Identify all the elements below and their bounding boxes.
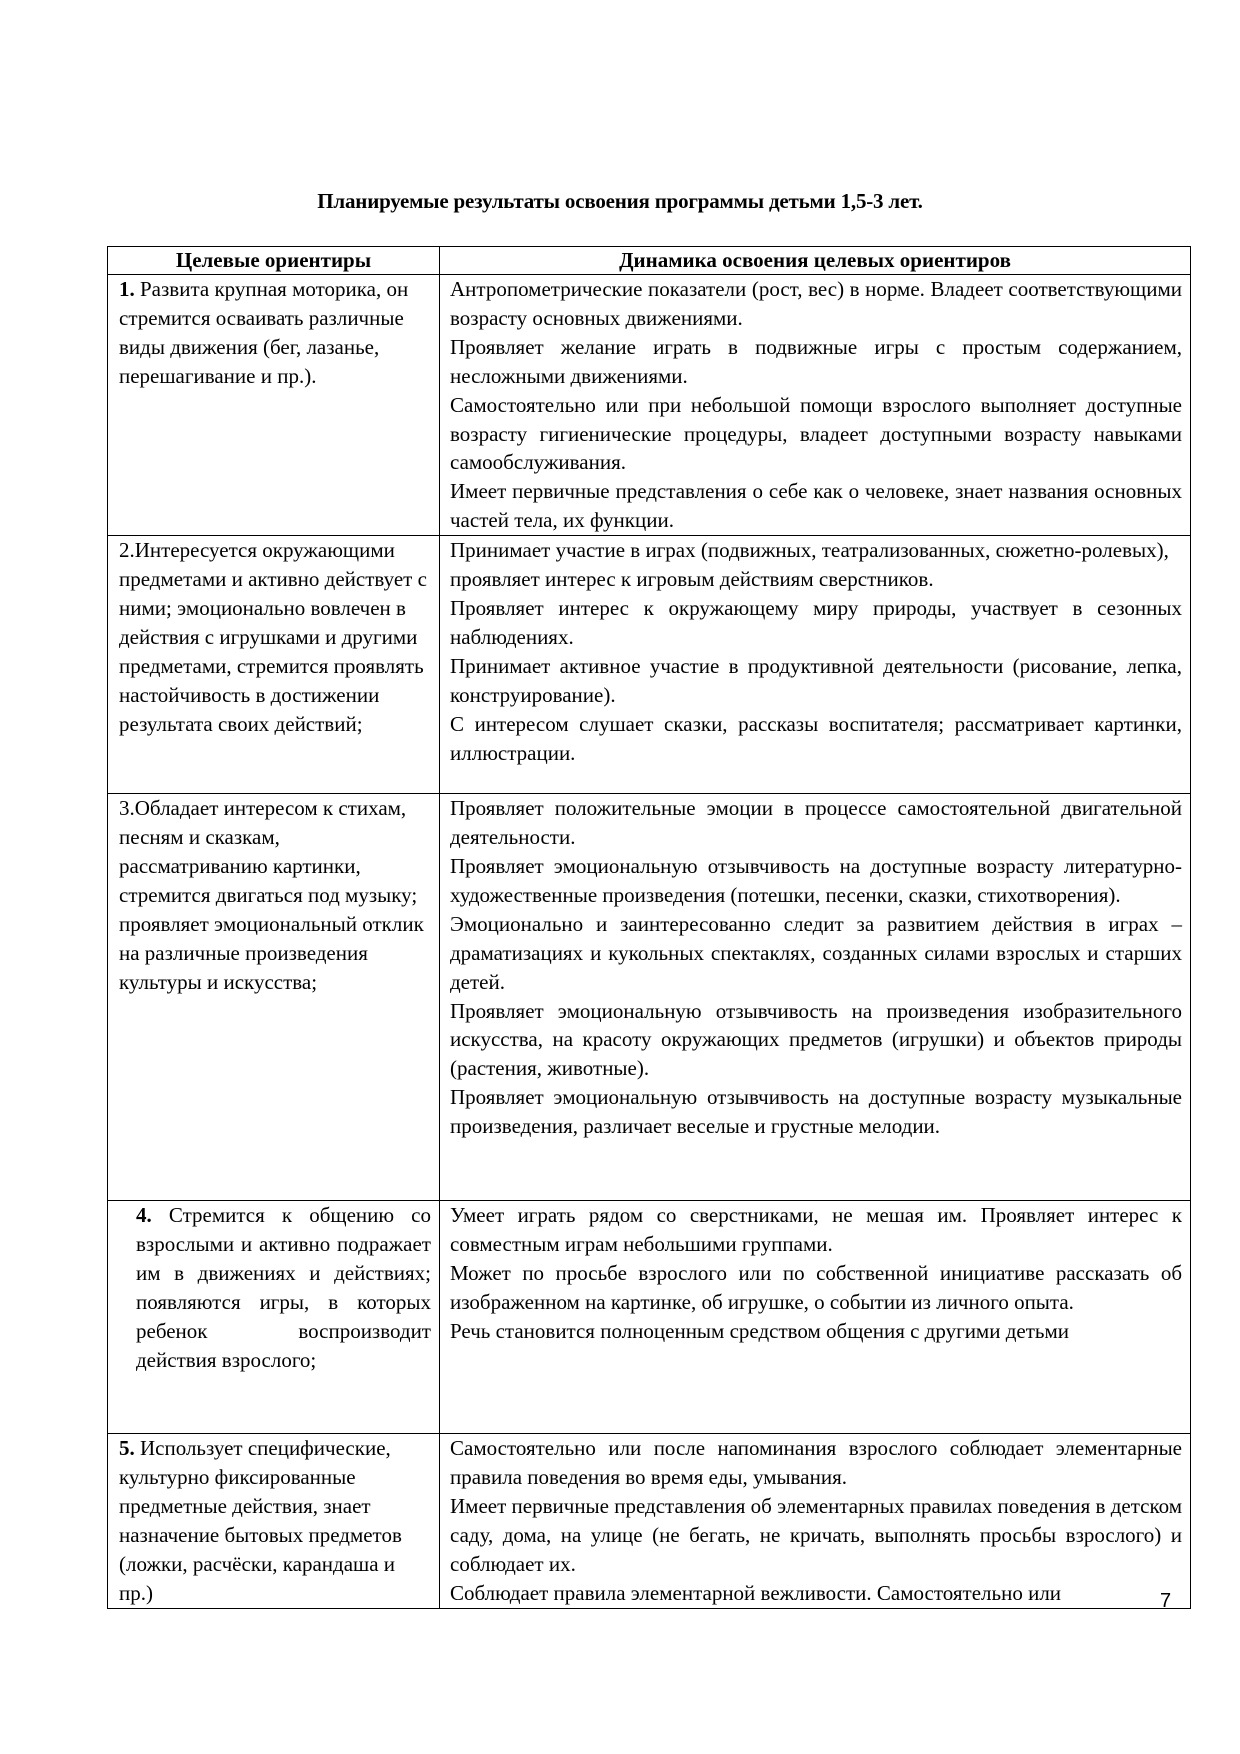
table-row <box>108 275 1191 536</box>
goal-text: Развита крупная моторика, он стремится осваивать различные виды движения (бег, лазанье, перешагивание и пр.). <box>119 277 409 388</box>
table-row <box>108 536 1191 794</box>
header-target-guidelines: Целевые ориентиры <box>108 247 440 275</box>
table-row <box>108 794 1191 1201</box>
goal-text: Интересуется окружающими предметами и активно действует с ними; эмоционально вовлечен в действия с игрушками и другими предметами, стремится проявлять настойчивость в достижении результата своих действий; <box>119 538 427 736</box>
dynamics-cell <box>440 1201 1191 1434</box>
dynamics-paragraph: Принимает участие в играх (подвижных, театрализованных, сюжетно-ролевых), <box>450 538 1169 563</box>
dynamics-paragraph: Эмоционально и заинтересованно следит за развитием действия в играх – драматизациях и кукольных спектаклях, созданных силами взрослых и старших детей. <box>450 911 1182 994</box>
dynamics-cell <box>440 536 1191 794</box>
table-row <box>108 1201 1191 1434</box>
dynamics-paragraph: проявляет интерес к игровым действиям сверстников. <box>450 567 934 592</box>
dynamics-paragraph: Речь становится полноценным средством общения с другими детьми <box>450 1318 1069 1343</box>
goals-table <box>107 246 1191 1609</box>
dynamics-paragraph: Может по просьбе взрослого или по собственной инициативе рассказать об изображенном на картинке, об игрушке, о событии из личного опыта. <box>450 1260 1182 1314</box>
dynamics-paragraph: Проявляет эмоциональную отзывчивость на доступные возрасту музыкальные произведения, различает веселые и грустные мелодии. <box>450 1085 1182 1139</box>
goal-number: 4. <box>136 1203 152 1228</box>
dynamics-cell <box>440 794 1191 1201</box>
table-header-row <box>108 247 1191 275</box>
goal-cell <box>108 1201 440 1434</box>
goal-text: Использует специфические, культурно фиксированные предметные действия, знает назначение бытовых предметов (ложки, расчёски, карандаша и пр.) <box>119 1436 402 1605</box>
dynamics-paragraph: Самостоятельно или при небольшой помощи взрослого выполняет доступные возрасту гигиенические процедуры, владеет доступными возрасту навыками самообслуживания. <box>450 392 1182 475</box>
dynamics-paragraph: Умеет играть рядом со сверстниками, не мешая им. Проявляет интерес к совместным играм небольшими группами. <box>450 1203 1182 1257</box>
header-dynamics: Динамика освоения целевых ориентиров <box>440 247 1191 275</box>
goal-number: 3. <box>119 796 135 821</box>
table-row <box>108 1434 1191 1608</box>
page-title: Планируемые результаты освоения программы детьми 1,5-3 лет. <box>317 189 923 213</box>
goal-cell <box>108 1434 440 1608</box>
goal-text: Обладает интересом к стихам, песням и сказкам, рассматриванию картинки, стремится двигаться под музыку; проявляет эмоциональный отклик на различные произведения культуры и искусства; <box>119 796 424 994</box>
dynamics-cell <box>440 275 1191 536</box>
dynamics-paragraph: Проявляет положительные эмоции в процессе самостоятельной двигательной деятельности. <box>450 796 1182 850</box>
goal-number: 5. <box>119 1436 135 1461</box>
page-number: 7 <box>1160 1590 1172 1612</box>
dynamics-paragraph: Самостоятельно или после напоминания взрослого соблюдает элементарные правила поведения во время еды, умывания. <box>450 1436 1182 1490</box>
dynamics-cell <box>440 1434 1191 1608</box>
dynamics-paragraph: Имеет первичные представления об элементарных правилах поведения в детском саду, дома, на улице (не бегать, не кричать, выполнять просьбы взрослого) и соблюдает их. <box>450 1493 1182 1576</box>
goal-number: 1. <box>119 277 135 301</box>
goal-cell <box>108 794 440 1201</box>
goal-cell <box>108 536 440 794</box>
dynamics-paragraph: Проявляет желание играть в подвижные игры с простым содержанием, несложными движениями. <box>450 334 1182 388</box>
goal-cell <box>108 275 440 536</box>
goal-number: 2. <box>119 538 135 563</box>
dynamics-paragraph: Проявляет интерес к окружающему миру природы, участвует в сезонных наблюдениях. <box>450 595 1182 649</box>
goal-text: Стремится к общению со взрослыми и активно подражает им в движениях и действиях; появляются игры, в которых ребенок воспроизводит действия взрослого; <box>136 1203 431 1372</box>
dynamics-paragraph: Имеет первичные представления о себе как о человеке, знает названия основных частей тела, их функции. <box>450 479 1182 533</box>
dynamics-paragraph: Соблюдает правила элементарной вежливости. Самостоятельно или <box>450 1580 1062 1605</box>
dynamics-paragraph: С интересом слушает сказки, рассказы воспитателя; рассматривает картинки, иллюстрации. <box>450 711 1182 765</box>
dynamics-paragraph: Проявляет эмоциональную отзывчивость на произведения изобразительного искусства, на красоту окружающих предметов (игрушки) и объектов природы (растения, животные). <box>450 998 1182 1081</box>
dynamics-paragraph: Принимает активное участие в продуктивной деятельности (рисование, лепка, конструирование). <box>450 653 1182 707</box>
dynamics-paragraph: Проявляет эмоциональную отзывчивость на доступные возрасту литературно- художественные произведения (потешки, песенки, сказки, стихотворения). <box>450 853 1182 907</box>
dynamics-paragraph: Антропометрические показатели (рост, вес) в норме. Владеет соответствующими возрасту основных движениями. <box>450 277 1182 330</box>
